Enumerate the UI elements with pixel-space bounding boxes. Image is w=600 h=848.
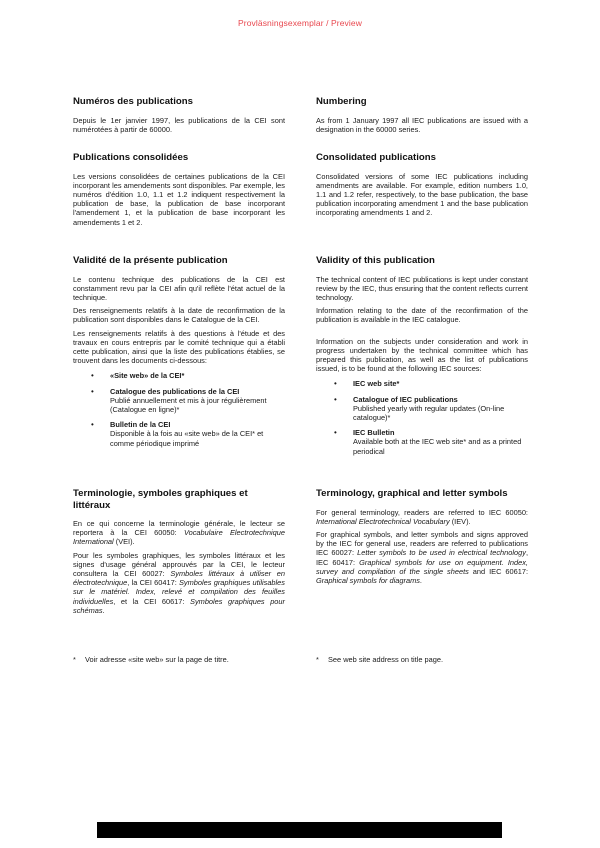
footnote: * Voir adresse «site web» sur la page de titre. xyxy=(73,655,229,664)
paragraph: Les versions consolidées de certaines publications de la CEI incorporant les amendements sont disponibles. Par exemple, les numéros d'édition 1.0, 1.1 et 1.2 indiquent respectivement la publication de base, la publication de base incorporant l'amendement 1, et la publication de base incorporant les amendements 1 et 2. xyxy=(73,171,285,227)
paragraph: Le contenu technique des publications de la CEI est constamment revu par la CEI afin qu'il reflète l'état actuel de la technique. xyxy=(73,274,285,302)
paragraph: For graphical symbols, and letter symbols and signs approved by the IEC for general use, readers are referred to publications IEC 60027: Letter symbols to be used in electrical technology, IEC 60417: Graphical symbols for use on equipment. Index, survey and compilation of the single sheets and IEC 60617: Graphical symbols for diagrams. xyxy=(316,529,528,585)
list-item: • Bulletin de la CEI Disponible à la fois au «site web» de la CEI* et comme périodique imprimé xyxy=(91,420,264,448)
list-item: • IEC Bulletin Available both at the IEC web site* and as a printed periodical xyxy=(334,428,522,456)
section-heading: Publications consolidées xyxy=(73,152,189,163)
redaction-bar xyxy=(97,822,502,838)
paragraph: Depuis le 1er janvier 1997, les publications de la CEI sont numérotées à partir de 60000. xyxy=(73,115,285,134)
list-item: • Catalogue des publications de la CEI Publié annuellement et mis à jour régulièrement (Catalogue en ligne)* xyxy=(91,386,267,414)
paragraph: Les renseignements relatifs à des questions à l'étude et des travaux en cours entrepris par le comité technique qui a établi cette publication, ainsi que la liste des publications établies, se trouvent dans les documents ci-dessous: xyxy=(73,328,285,366)
list-item: • IEC web site* xyxy=(334,379,400,389)
fr-section-validity xyxy=(73,255,285,454)
en-section-terminology xyxy=(316,488,528,585)
section-heading: Validité de la présente publication xyxy=(73,255,228,266)
paragraph: Des renseignements relatifs à la date de reconfirmation de la publication sont disponibles dans le Catalogue de la CEI. xyxy=(73,306,285,325)
paragraph: Information relating to the date of the reconfirmation of the publication is available in the IEC catalogue. xyxy=(316,306,528,325)
paragraph: For general terminology, readers are referred to IEC 60050: International Electrotechnical Vocabulary (IEV). xyxy=(316,507,528,526)
footnote: * See web site address on title page. xyxy=(316,655,444,664)
paragraph: Pour les symboles graphiques, les symboles littéraux et les signes d'usage général approuvés par la CEI, le lecteur consultera la CEI 60027: Symboles littéraux à utiliser en électrotechnique, la CEI 60417: Symboles graphiques utilisables sur le matériel. Index, relevé et compilation des feuilles individuelles, et la CEI 60617: Symboles graphiques pour schémas. xyxy=(73,550,285,615)
list-item: • Catalogue of IEC publications Published yearly with regular updates (On-line catalogue)* xyxy=(334,394,505,422)
list-item: • «Site web» de la CEI* xyxy=(91,371,185,381)
section-heading: Terminology, graphical and letter symbols xyxy=(316,488,508,499)
section-heading: Numbering xyxy=(316,96,367,107)
preview-banner: Provläsningsexemplar / Preview xyxy=(238,18,362,28)
fr-section-consolidated xyxy=(73,152,285,227)
fr-section-numbering xyxy=(73,96,285,134)
section-heading: Numéros des publications xyxy=(73,96,193,107)
fr-section-terminology xyxy=(73,488,285,615)
paragraph: Information on the subjects under consideration and work in progress undertaken by the technical committee which has prepared this publication, as well as the list of publications issued, is to be found at the following IEC sources: xyxy=(316,336,528,374)
en-section-consolidated xyxy=(316,152,528,218)
en-section-validity xyxy=(316,255,528,462)
section-heading: Terminologie, symboles graphiques et littéraux xyxy=(73,488,248,511)
paragraph: Consolidated versions of some IEC publications including amendments are available. For example, edition numbers 1.0, 1.1 and 1.2 refer, respectively, to the base publication, the base publication incorporating amendment 1 and the base publication incorporating amendments 1 and 2. xyxy=(316,171,528,218)
paragraph: En ce qui concerne la terminologie générale, le lecteur se reportera à la CEI 60050: Vocabulaire Electrotechnique International (VEI). xyxy=(73,519,285,547)
paragraph: The technical content of IEC publications is kept under constant review by the IEC, thus ensuring that the content reflects current technology. xyxy=(316,274,528,302)
en-section-numbering xyxy=(316,96,528,134)
section-heading: Validity of this publication xyxy=(316,255,435,266)
sources-list xyxy=(316,379,528,455)
section-heading: Consolidated publications xyxy=(316,152,436,163)
paragraph: As from 1 January 1997 all IEC publications are issued with a designation in the 60000 series. xyxy=(316,115,528,134)
sources-list xyxy=(73,371,285,447)
